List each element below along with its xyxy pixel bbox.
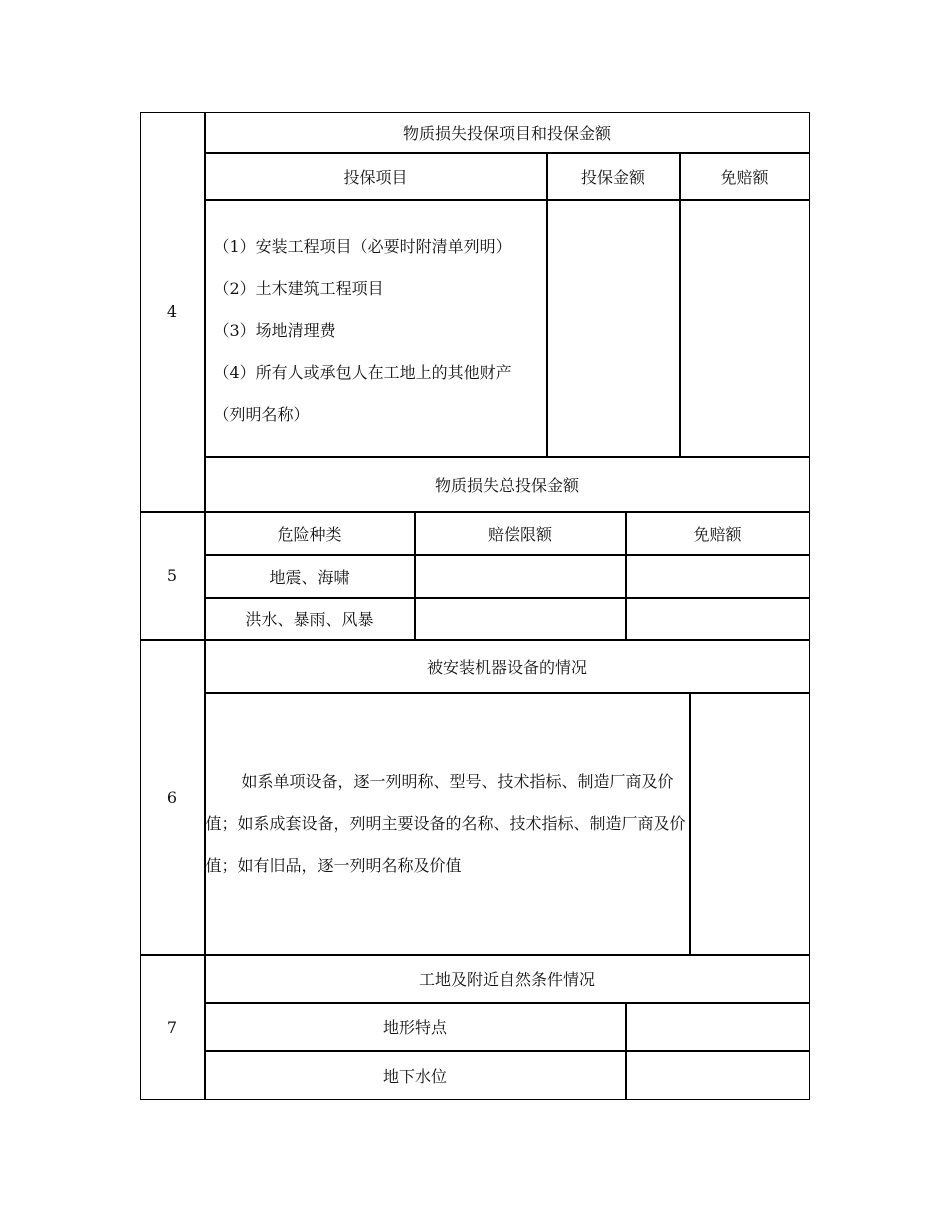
row-number-4: 4 [140,112,205,512]
header-deductible: 免赔额 [680,153,810,200]
header-risk-type: 危险种类 [205,512,415,555]
header-deductible: 免赔额 [626,512,810,555]
row-number-6: 6 [140,640,205,955]
insured-amount-cell[interactable] [547,200,680,457]
list-item: （3）场地清理费 [213,321,336,340]
section-4-title: 物质损失投保项目和投保金额 [205,112,810,153]
deductible-cell[interactable] [626,555,810,598]
list-item: （列明名称） [213,405,310,424]
equipment-value-cell[interactable] [690,693,810,955]
terrain-label: 地形特点 [205,1003,626,1051]
groundwater-label: 地下水位 [205,1051,626,1100]
terrain-value-cell[interactable] [626,1003,810,1051]
deductible-cell[interactable] [626,598,810,640]
deductible-cell[interactable] [680,200,810,457]
list-item: （4）所有人或承包人在工地上的其他财产 [213,363,512,382]
groundwater-value-cell[interactable] [626,1051,810,1100]
risk-flood: 洪水、暴雨、风暴 [205,598,415,640]
risk-earthquake: 地震、海啸 [205,555,415,598]
row-number-7: 7 [140,955,205,1100]
row-number-5: 5 [140,512,205,640]
header-insured-amount: 投保金额 [547,153,680,200]
section-6-title: 被安装机器设备的情况 [205,640,810,693]
insured-items-list [205,200,547,457]
equipment-description-cell [205,693,690,955]
header-insured-item: 投保项目 [205,153,547,200]
list-item: （1）安装工程项目（必要时附清单列明） [213,237,512,256]
header-compensation-limit: 赔偿限额 [415,512,626,555]
limit-cell[interactable] [415,598,626,640]
list-item: （2）土木建筑工程项目 [213,279,384,298]
section-7-title: 工地及附近自然条件情况 [205,955,810,1003]
limit-cell[interactable] [415,555,626,598]
total-amount-label: 物质损失总投保金额 [205,457,810,512]
equipment-description: 如系单项设备，逐一列明称、型号、技术指标、制造厂商及价值；如系成套设备，列明主要设备的名称、技术指标、制造厂商及价值；如有旧品，逐一列明名称及价值 [205,771,686,875]
